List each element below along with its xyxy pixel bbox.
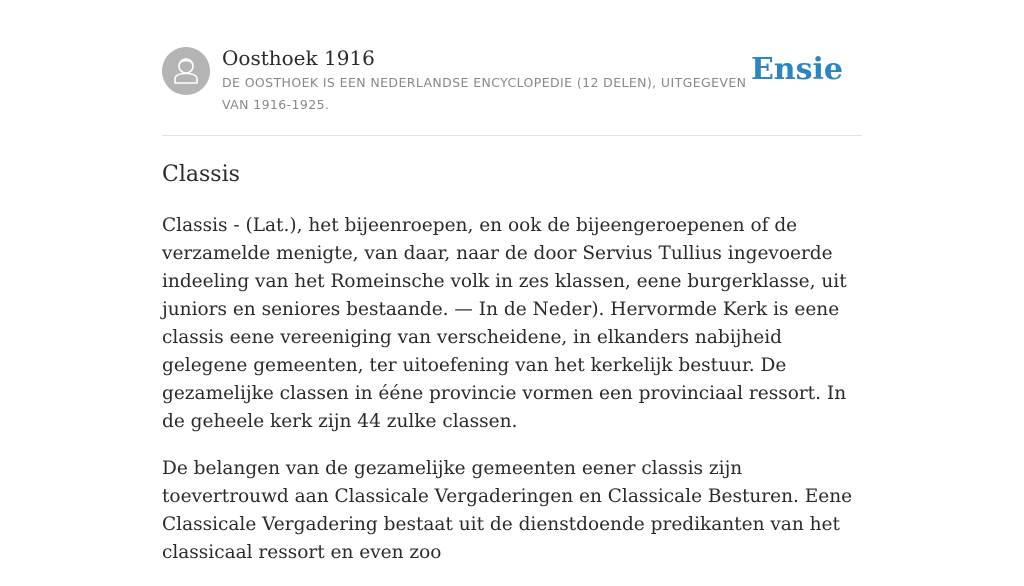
article-title: Classis — [162, 162, 240, 187]
source-header — [162, 46, 862, 116]
user-icon — [162, 47, 210, 95]
article-paragraph: De belangen van de gezamelijke gemeenten eener classis zijn toevertrouwd aan Classicale Vergaderingen en Classicale Besturen. Eene Classicale Vergadering bestaat uit de dienstdoende predikanten van het classicaal ressort en even zoo — [162, 458, 853, 563]
source-name[interactable]: Oosthoek 1916 — [222, 46, 375, 70]
ensie-logo[interactable]: Ensie — [750, 52, 843, 87]
article-page — [162, 0, 862, 563]
avatar[interactable] — [162, 47, 210, 95]
source-description: DE OOSTHOEK IS EEN NEDERLANDSE ENCYCLOPEDIE (12 DELEN), UITGEGEVEN VAN 1916-1925. — [222, 75, 747, 112]
article-paragraph: Classis - (Lat.), het bijeenroepen, en ook de bijeengeroepenen of de verzamelde menigte, van daar, naar de door Servius Tullius ingevoerde indeeling van het Romeinsche volk in zes klassen, eene burgerklasse, uit juniors en seniores bestaande. — In de Neder). Hervormde Kerk is eene classis eene vereeniging van verscheidene, in elkanders nabijheid gelegene gemeenten, ter uitoefening van het kerkelijk bestuur. De gezamelijke classen in ééne provincie vormen een provinciaal ressort. In de geheele kerk zijn 44 zulke classen. — [162, 215, 847, 432]
article-body — [162, 212, 862, 586]
header-divider — [162, 135, 862, 136]
